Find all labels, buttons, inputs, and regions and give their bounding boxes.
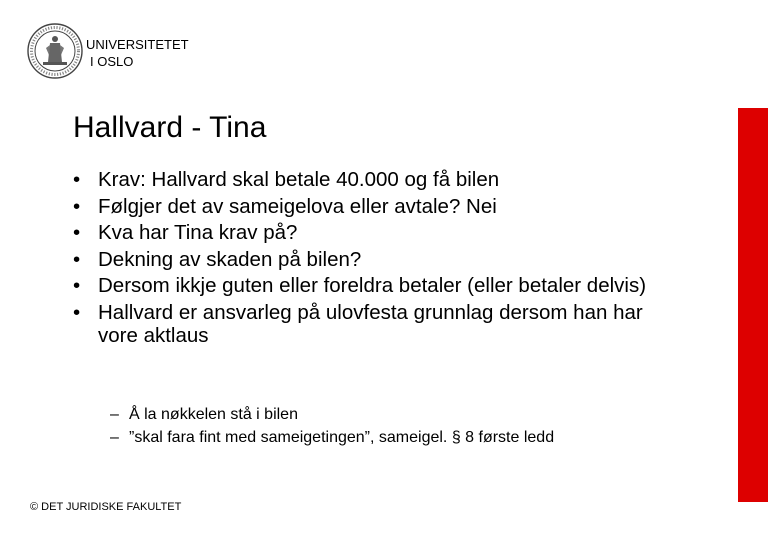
sub-bullet-list bbox=[110, 403, 554, 449]
university-name-line-2: I OSLO bbox=[90, 54, 134, 69]
footer-copyright: © DET JURIDISKE FAKULTET bbox=[30, 501, 182, 513]
bullet-text: Følgjer det av sameigelova eller avtale? Nei bbox=[98, 194, 497, 218]
bullet-marker: • bbox=[73, 300, 81, 324]
bullet-item bbox=[73, 168, 663, 192]
bullet-marker: • bbox=[73, 247, 81, 271]
bullet-text: Kva har Tina krav på? bbox=[98, 221, 298, 244]
bullet-marker: • bbox=[73, 168, 81, 191]
bullet-item bbox=[73, 195, 663, 219]
bullet-text: Hallvard er ansvarleg på ulovfesta grunnlag dersom han har vore aktlaus bbox=[98, 300, 643, 347]
bullet-item bbox=[73, 221, 663, 245]
sub-bullet-item bbox=[110, 403, 554, 426]
bullet-text: Krav: Hallvard skal betale 40.000 og få bilen bbox=[98, 168, 500, 191]
sub-bullet-marker: – bbox=[110, 429, 119, 446]
bullet-text: Dekning av skaden på bilen? bbox=[98, 247, 362, 271]
sub-bullet-text: Å la nøkkelen stå i bilen bbox=[129, 406, 298, 423]
university-seal-icon bbox=[26, 22, 84, 80]
bullet-list bbox=[73, 168, 663, 351]
slide-title: Hallvard - Tina bbox=[73, 111, 267, 144]
university-name bbox=[86, 36, 189, 70]
bullet-marker: • bbox=[73, 194, 81, 218]
bullet-marker: • bbox=[73, 221, 81, 244]
bullet-item bbox=[73, 248, 663, 272]
bullet-item bbox=[73, 301, 663, 348]
accent-bar bbox=[738, 108, 768, 502]
sub-bullet-item bbox=[110, 426, 554, 449]
sub-bullet-marker: – bbox=[110, 406, 119, 423]
bullet-marker: • bbox=[73, 274, 81, 297]
university-name-line-1: UNIVERSITETET bbox=[86, 37, 189, 52]
bullet-item bbox=[73, 274, 663, 298]
bullet-text: Dersom ikkje guten eller foreldra betaler (eller betaler delvis) bbox=[98, 274, 647, 297]
sub-bullet-text: ”skal fara fint med sameigetingen”, sameigel. § 8 første ledd bbox=[129, 429, 555, 446]
